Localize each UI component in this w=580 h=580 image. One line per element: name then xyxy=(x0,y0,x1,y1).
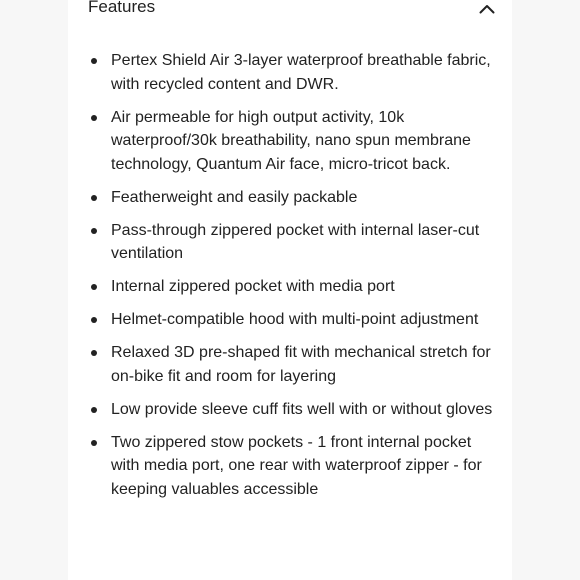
feature-item xyxy=(88,219,498,266)
feature-text: Internal zippered pocket with media port xyxy=(111,278,395,295)
feature-text: Pass-through zippered pocket with internal laser-cut ventilation xyxy=(111,221,480,262)
feature-text: Helmet-compatible hood with multi-point adjustment xyxy=(111,311,479,328)
feature-text: Air permeable for high output activity, 10k waterproof/30k breathability, nano spun membrane technology, Quantum Air face, micro-tricot back. xyxy=(111,108,471,173)
features-accordion-header[interactable] xyxy=(88,0,496,20)
feature-item xyxy=(88,275,498,299)
feature-item xyxy=(88,106,498,177)
feature-text: Relaxed 3D pre-shaped fit with mechanical stretch for on-bike fit and room for layering xyxy=(111,344,491,385)
feature-item xyxy=(88,341,498,388)
bullet-icon xyxy=(91,228,97,234)
bullet-icon xyxy=(91,317,97,323)
bullet-icon xyxy=(91,350,97,356)
bullet-icon xyxy=(91,195,97,201)
feature-text: Two zippered stow pockets - 1 front internal pocket with media port, one rear with waterproof zipper - for keeping valuables accessible xyxy=(111,433,482,498)
feature-item xyxy=(88,186,498,210)
feature-item xyxy=(88,49,498,96)
feature-item xyxy=(88,431,498,502)
chevron-up-icon[interactable] xyxy=(478,0,496,18)
features-list xyxy=(88,49,498,511)
feature-text: Pertex Shield Air 3-layer waterproof breathable fabric, with recycled content and DWR. xyxy=(111,52,491,93)
bullet-icon xyxy=(91,440,97,446)
bullet-icon xyxy=(91,58,97,64)
feature-item xyxy=(88,308,498,332)
bullet-icon xyxy=(91,115,97,121)
bullet-icon xyxy=(91,407,97,413)
features-title: Features xyxy=(88,0,156,16)
features-panel xyxy=(68,0,512,580)
feature-item xyxy=(88,398,498,422)
feature-text: Featherweight and easily packable xyxy=(111,188,358,206)
feature-text: Low provide sleeve cuff fits well with or without gloves xyxy=(111,400,493,418)
bullet-icon xyxy=(91,284,97,290)
